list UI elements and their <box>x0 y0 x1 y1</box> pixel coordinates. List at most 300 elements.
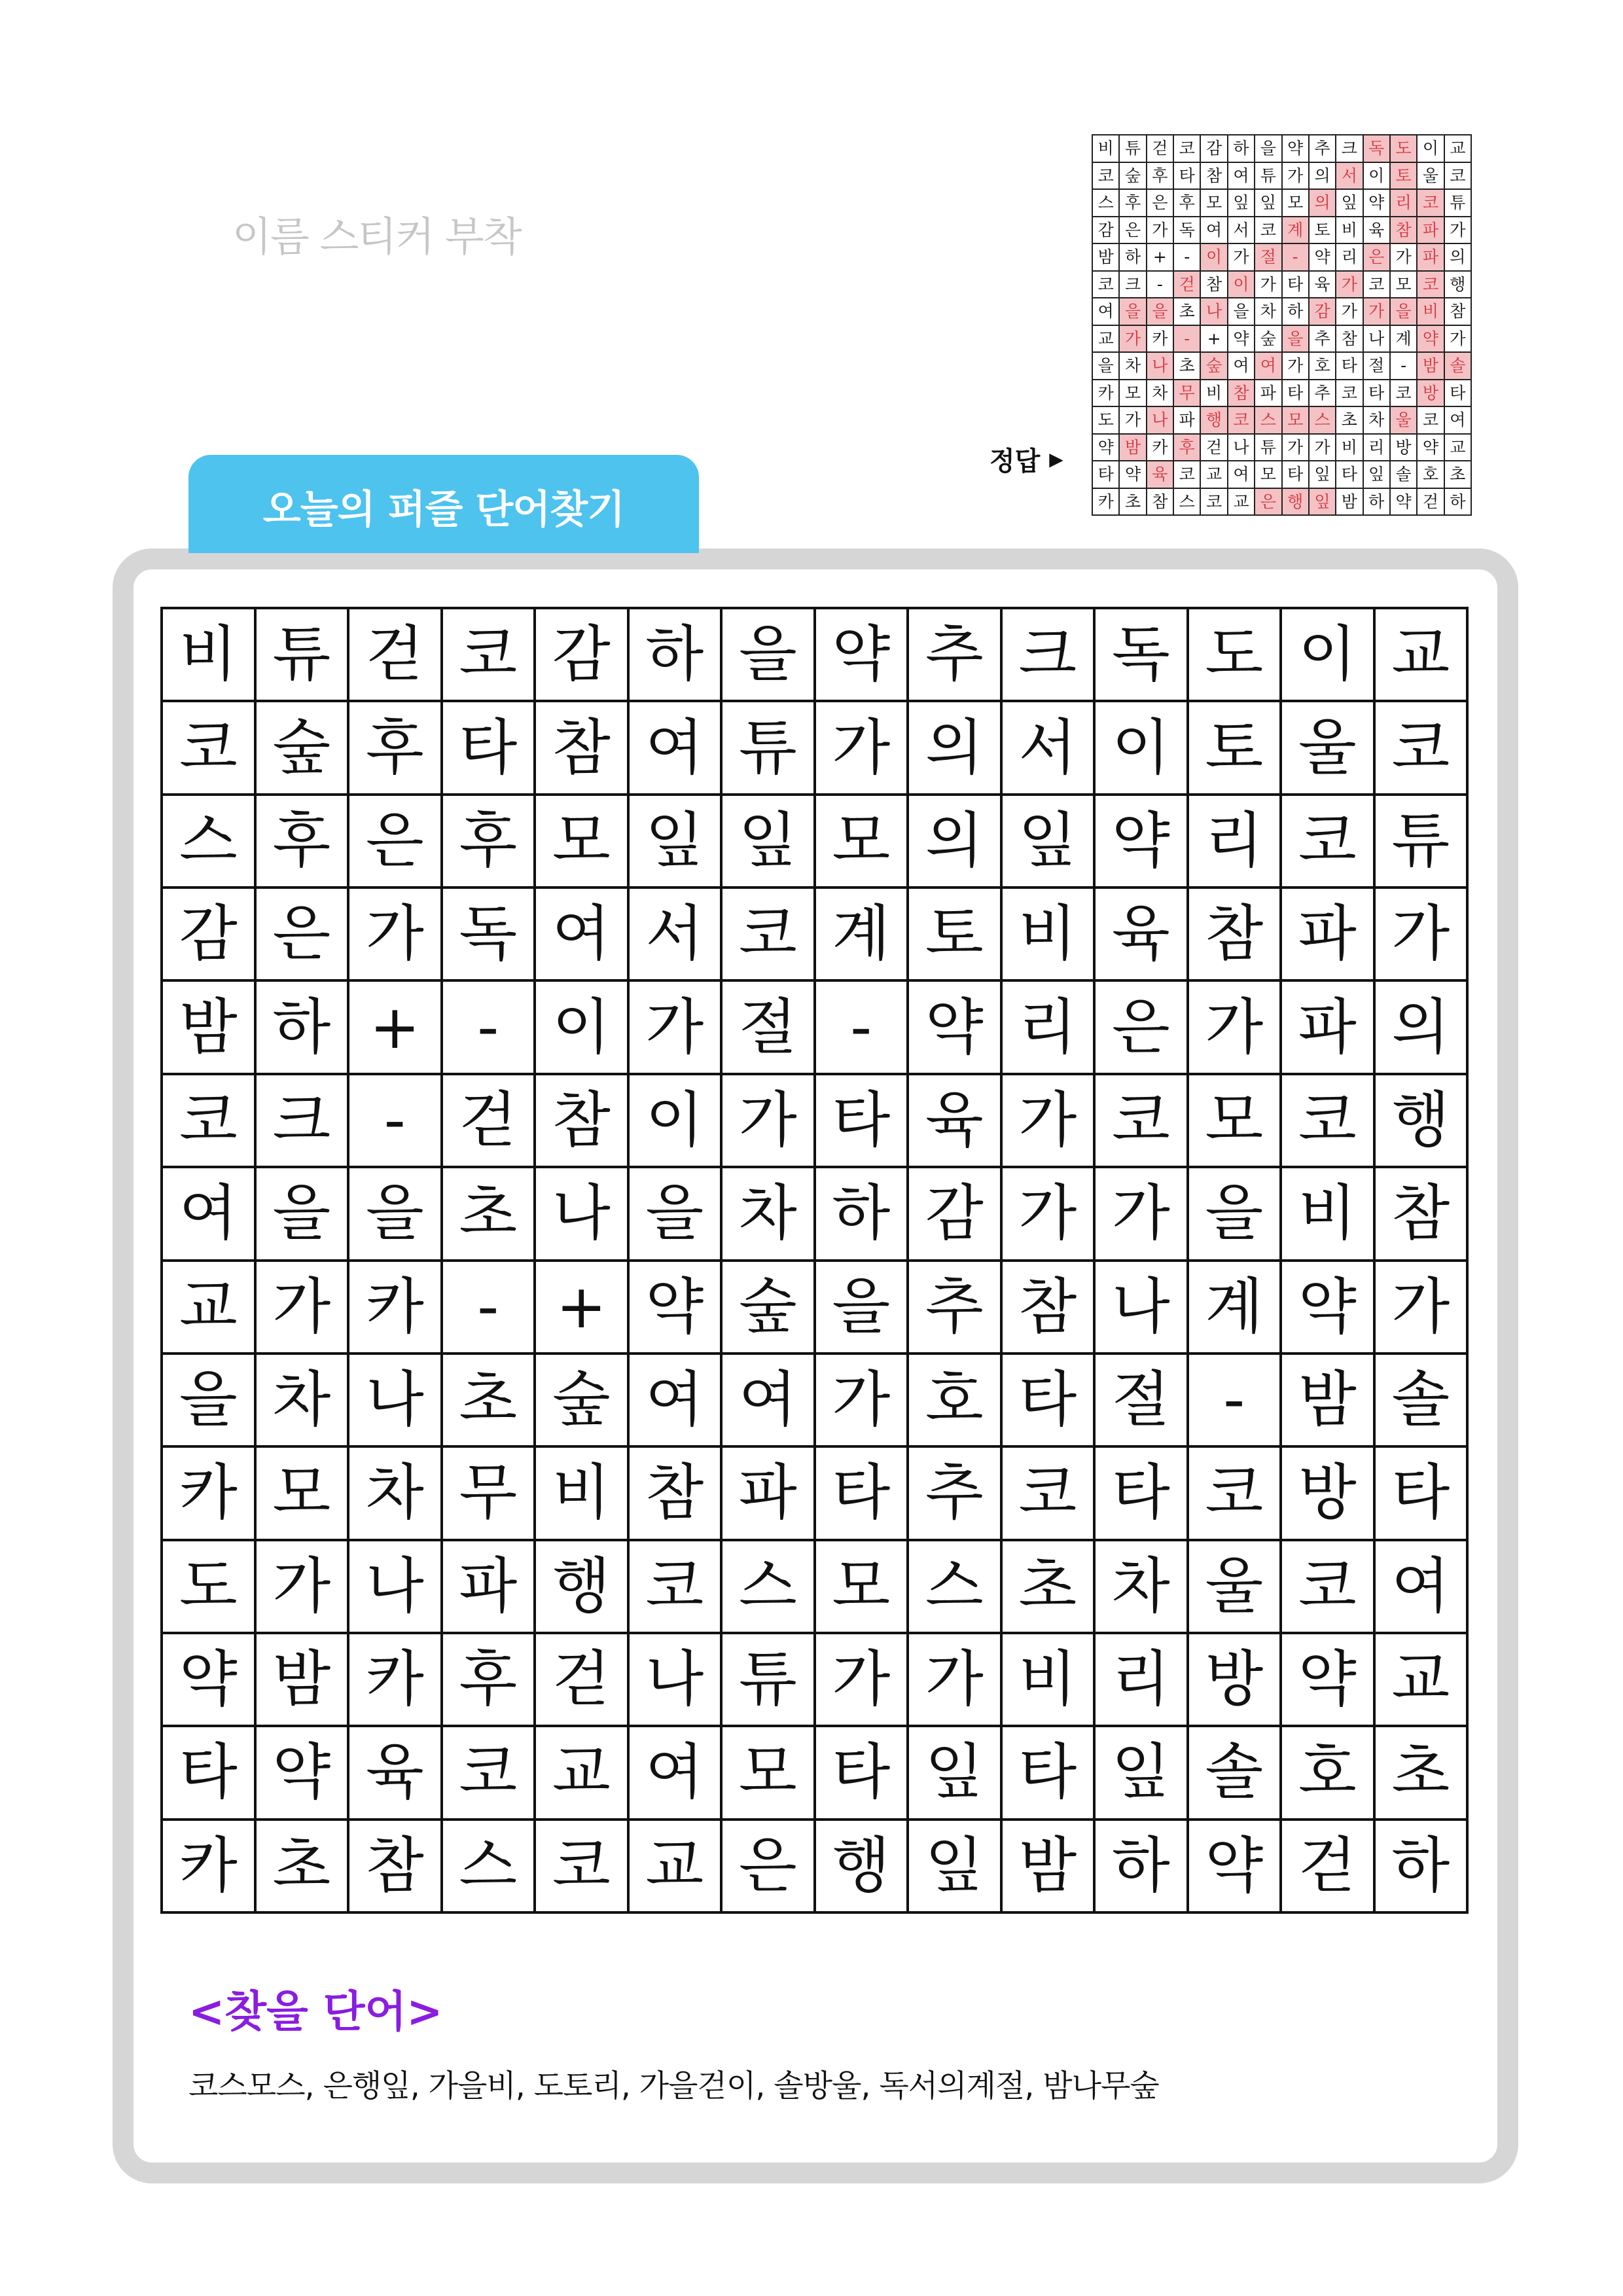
grid-cell[interactable]: 타 <box>1003 1355 1096 1448</box>
grid-cell[interactable]: 코 <box>443 1727 537 1820</box>
answer-grid-cell: 행 <box>1201 407 1228 435</box>
grid-cell[interactable]: 하 <box>1376 1821 1469 1914</box>
grid-cell[interactable]: 리 <box>1096 1634 1189 1727</box>
grid-cell[interactable]: 호 <box>1282 1727 1376 1820</box>
answer-grid-cell: 가 <box>1445 326 1472 353</box>
answer-grid-cell: 카 <box>1147 435 1174 462</box>
grid-cell[interactable]: 코 <box>1376 702 1469 795</box>
grid-cell[interactable]: 걷 <box>1282 1821 1376 1914</box>
grid-cell[interactable]: 은 <box>349 796 443 889</box>
grid-cell[interactable]: 감 <box>163 889 257 982</box>
grid-cell[interactable]: - <box>816 982 910 1075</box>
answer-grid-cell: + <box>1201 326 1228 353</box>
grid-cell[interactable]: 가 <box>1376 1262 1469 1355</box>
answer-grid-cell: 비 <box>1093 135 1120 163</box>
answer-grid-cell: 하 <box>1364 489 1391 516</box>
grid-cell[interactable]: 참 <box>536 1075 630 1168</box>
grid-cell[interactable]: 을 <box>816 1262 910 1355</box>
grid-cell[interactable]: 튜 <box>257 609 350 702</box>
answer-grid-cell: 약 <box>1310 244 1336 272</box>
grid-cell[interactable]: 타 <box>1096 1448 1189 1541</box>
grid-cell[interactable]: 파 <box>722 1448 816 1541</box>
answer-grid-cell: 도 <box>1391 135 1418 163</box>
grid-cell[interactable]: 가 <box>630 982 723 1075</box>
grid-cell[interactable]: 비 <box>163 609 257 702</box>
grid-cell[interactable]: 독 <box>443 889 537 982</box>
answer-grid-cell: 밤 <box>1336 489 1363 516</box>
grid-cell[interactable]: 가 <box>722 1075 816 1168</box>
grid-cell[interactable]: 가 <box>1376 889 1469 982</box>
answer-grid-cell: 여 <box>1201 217 1228 245</box>
answer-grid-cell: 파 <box>1418 244 1444 272</box>
answer-grid-cell: 무 <box>1174 380 1201 408</box>
answer-grid-cell: 육 <box>1364 217 1391 245</box>
grid-cell[interactable]: - <box>443 982 537 1075</box>
grid-cell[interactable]: 약 <box>1282 1262 1376 1355</box>
grid-cell[interactable]: 의 <box>909 702 1003 795</box>
grid-cell[interactable]: 초 <box>257 1821 350 1914</box>
answer-grid-cell: 크 <box>1120 272 1147 299</box>
grid-cell[interactable]: 약 <box>816 609 910 702</box>
answer-grid-cell: 참 <box>1201 272 1228 299</box>
grid-cell[interactable]: 초 <box>1003 1541 1096 1634</box>
grid-cell[interactable]: 타 <box>816 1448 910 1541</box>
answer-grid-cell: 은 <box>1147 190 1174 217</box>
grid-cell[interactable]: 의 <box>909 796 1003 889</box>
grid-cell[interactable]: 감 <box>909 1168 1003 1261</box>
grid-cell[interactable]: 가 <box>816 702 910 795</box>
grid-cell[interactable]: 절 <box>722 982 816 1075</box>
grid-cell[interactable]: 행 <box>536 1541 630 1634</box>
answer-grid-cell: 숲 <box>1255 326 1282 353</box>
grid-cell[interactable]: 코 <box>1282 796 1376 889</box>
answer-grid-cell: 크 <box>1336 135 1363 163</box>
grid-cell[interactable]: 가 <box>349 889 443 982</box>
answer-grid-cell: 코 <box>1445 163 1472 190</box>
grid-cell[interactable]: 가 <box>1003 1075 1096 1168</box>
grid-cell[interactable]: 초 <box>1376 1727 1469 1820</box>
grid-cell[interactable]: 나 <box>349 1355 443 1448</box>
answer-grid-cell: 계 <box>1391 326 1418 353</box>
answer-key-grid <box>1092 134 1472 516</box>
grid-cell[interactable]: 참 <box>1376 1168 1469 1261</box>
answer-grid-cell: 은 <box>1255 489 1282 516</box>
grid-cell[interactable]: 이 <box>536 982 630 1075</box>
grid-cell[interactable]: 은 <box>257 889 350 982</box>
answer-grid-cell: 하 <box>1283 298 1310 326</box>
grid-cell[interactable]: 잎 <box>1003 796 1096 889</box>
grid-cell[interactable]: 방 <box>1282 1448 1376 1541</box>
answer-grid-cell: 울 <box>1418 163 1444 190</box>
grid-cell[interactable]: 나 <box>630 1634 723 1727</box>
answer-grid-cell: 코 <box>1201 489 1228 516</box>
answer-grid-cell: 튜 <box>1255 435 1282 462</box>
answer-grid-cell: 모 <box>1283 190 1310 217</box>
grid-cell[interactable]: 튜 <box>722 702 816 795</box>
grid-cell[interactable]: 숲 <box>722 1262 816 1355</box>
grid-cell[interactable]: 리 <box>1189 796 1283 889</box>
grid-cell[interactable]: 걷 <box>536 1634 630 1727</box>
answer-grid-cell: 가 <box>1391 244 1418 272</box>
grid-cell[interactable]: 솔 <box>1189 1727 1283 1820</box>
answer-grid-cell: 잎 <box>1310 489 1336 516</box>
answer-grid-cell: 의 <box>1310 163 1336 190</box>
answer-grid-cell: 코 <box>1336 380 1363 408</box>
answer-grid-cell: 코 <box>1228 407 1255 435</box>
answer-grid-cell: 의 <box>1445 244 1472 272</box>
grid-cell[interactable]: 하 <box>257 982 350 1075</box>
grid-cell[interactable]: 밤 <box>163 982 257 1075</box>
answer-grid-cell: 가 <box>1310 435 1336 462</box>
grid-cell[interactable]: 파 <box>1282 982 1376 1075</box>
grid-cell[interactable]: 크 <box>1003 609 1096 702</box>
grid-cell[interactable]: 가 <box>816 1634 910 1727</box>
grid-cell[interactable]: 숲 <box>536 1355 630 1448</box>
grid-cell[interactable]: 코 <box>163 702 257 795</box>
grid-cell[interactable]: 코 <box>1189 1448 1283 1541</box>
grid-cell[interactable]: 울 <box>1282 702 1376 795</box>
grid-cell[interactable]: + <box>536 1262 630 1355</box>
grid-cell[interactable]: 걷 <box>443 1075 537 1168</box>
answer-grid-cell: 절 <box>1255 244 1282 272</box>
grid-cell[interactable]: 을 <box>163 1355 257 1448</box>
answer-grid-cell: 육 <box>1147 461 1174 489</box>
grid-cell[interactable]: 을 <box>349 1168 443 1261</box>
grid-cell[interactable]: 솔 <box>1376 1355 1469 1448</box>
grid-cell[interactable]: 나 <box>536 1168 630 1261</box>
grid-cell[interactable]: 가 <box>257 1541 350 1634</box>
grid-cell[interactable]: 독 <box>1096 609 1189 702</box>
grid-cell[interactable]: 이 <box>630 1075 723 1168</box>
grid-cell[interactable]: 이 <box>1282 609 1376 702</box>
grid-cell[interactable]: 후 <box>257 796 350 889</box>
grid-cell[interactable]: 여 <box>630 1727 723 1820</box>
answer-grid-cell: 추 <box>1310 135 1336 163</box>
grid-cell[interactable]: 을 <box>630 1168 723 1261</box>
grid-cell[interactable]: 차 <box>257 1355 350 1448</box>
grid-cell[interactable]: 스 <box>443 1821 537 1914</box>
grid-cell[interactable]: 방 <box>1189 1634 1283 1727</box>
grid-cell[interactable]: 의 <box>1376 982 1469 1075</box>
grid-cell[interactable]: 카 <box>349 1262 443 1355</box>
grid-cell[interactable]: 튜 <box>722 1634 816 1727</box>
answer-grid-cell: 차 <box>1147 380 1174 408</box>
grid-cell[interactable]: 차 <box>722 1168 816 1261</box>
answer-grid-cell: - <box>1283 244 1310 272</box>
grid-cell[interactable]: 코 <box>536 1821 630 1914</box>
grid-cell[interactable]: 후 <box>349 702 443 795</box>
answer-grid-cell: 차 <box>1120 353 1147 380</box>
grid-cell[interactable]: 육 <box>909 1075 1003 1168</box>
grid-cell[interactable]: 숲 <box>257 702 350 795</box>
grid-cell[interactable]: 타 <box>1376 1448 1469 1541</box>
grid-cell[interactable]: 여 <box>536 889 630 982</box>
grid-cell[interactable]: - <box>443 1262 537 1355</box>
grid-cell[interactable]: 모 <box>722 1727 816 1820</box>
grid-cell[interactable]: 은 <box>1096 982 1189 1075</box>
grid-cell[interactable]: 가 <box>816 1355 910 1448</box>
grid-cell[interactable]: 코 <box>1282 1541 1376 1634</box>
grid-cell[interactable]: 교 <box>1376 609 1469 702</box>
answer-grid-cell: 모 <box>1283 407 1310 435</box>
grid-cell[interactable]: 약 <box>257 1727 350 1820</box>
grid-cell[interactable]: 여 <box>163 1168 257 1261</box>
grid-cell[interactable]: 이 <box>1096 702 1189 795</box>
grid-cell[interactable]: 코 <box>722 889 816 982</box>
grid-cell[interactable]: 계 <box>1189 1262 1283 1355</box>
grid-cell[interactable]: 참 <box>349 1821 443 1914</box>
answer-grid-cell: 울 <box>1391 407 1418 435</box>
grid-cell[interactable]: 잎 <box>909 1821 1003 1914</box>
answer-grid-cell: 교 <box>1201 461 1228 489</box>
answer-grid-cell: 차 <box>1364 407 1391 435</box>
answer-grid-cell: 나 <box>1201 298 1228 326</box>
grid-cell[interactable]: 도 <box>1189 609 1283 702</box>
answer-grid-cell: 코 <box>1093 272 1120 299</box>
answer-grid-cell: 후 <box>1174 190 1201 217</box>
grid-cell[interactable]: 카 <box>349 1634 443 1727</box>
answer-grid-cell: 약 <box>1093 435 1120 462</box>
grid-cell[interactable]: 코 <box>1003 1448 1096 1541</box>
grid-cell[interactable]: 추 <box>909 1262 1003 1355</box>
answer-grid-cell: 가 <box>1336 272 1363 299</box>
grid-cell[interactable]: 감 <box>536 609 630 702</box>
answer-grid-cell: + <box>1147 244 1174 272</box>
grid-cell[interactable]: 잎 <box>722 796 816 889</box>
grid-cell[interactable]: 가 <box>1189 982 1283 1075</box>
answer-grid-cell: 하 <box>1445 489 1472 516</box>
grid-cell[interactable]: 을 <box>722 609 816 702</box>
grid-cell[interactable]: 모 <box>536 796 630 889</box>
grid-cell[interactable]: 교 <box>163 1262 257 1355</box>
grid-cell[interactable]: 도 <box>163 1541 257 1634</box>
grid-cell[interactable]: 스 <box>909 1541 1003 1634</box>
grid-cell[interactable]: 코 <box>1096 1075 1189 1168</box>
grid-cell[interactable]: 행 <box>816 1821 910 1914</box>
answer-grid-cell: 모 <box>1201 190 1228 217</box>
grid-cell[interactable]: 모 <box>257 1448 350 1541</box>
grid-cell[interactable]: 모 <box>816 1541 910 1634</box>
grid-cell[interactable]: 나 <box>349 1541 443 1634</box>
answer-grid-cell: 카 <box>1093 380 1120 408</box>
grid-cell[interactable]: 코 <box>163 1075 257 1168</box>
grid-cell[interactable]: 크 <box>257 1075 350 1168</box>
grid-cell[interactable]: 가 <box>257 1262 350 1355</box>
answer-grid-cell: 이 <box>1201 244 1228 272</box>
answer-grid-cell: 후 <box>1120 190 1147 217</box>
answer-grid-cell: 코 <box>1418 190 1444 217</box>
grid-cell[interactable]: 하 <box>816 1168 910 1261</box>
answer-grid-cell: 잎 <box>1310 461 1336 489</box>
grid-cell[interactable]: 을 <box>257 1168 350 1261</box>
answer-grid-cell: 걷 <box>1147 135 1174 163</box>
grid-cell[interactable]: 교 <box>1376 1634 1469 1727</box>
grid-cell[interactable]: + <box>349 982 443 1075</box>
grid-cell[interactable]: 타 <box>816 1727 910 1820</box>
grid-cell[interactable]: 약 <box>1282 1634 1376 1727</box>
grid-cell[interactable]: 비 <box>1282 1168 1376 1261</box>
grid-cell[interactable]: 타 <box>163 1727 257 1820</box>
grid-cell[interactable]: 비 <box>1003 889 1096 982</box>
grid-cell[interactable]: 스 <box>163 796 257 889</box>
answer-grid-cell: 튜 <box>1120 135 1147 163</box>
answer-grid-cell: 절 <box>1364 353 1391 380</box>
grid-cell[interactable]: 육 <box>1096 889 1189 982</box>
grid-cell[interactable]: 하 <box>1096 1821 1189 1914</box>
grid-cell[interactable]: 참 <box>630 1448 723 1541</box>
grid-cell[interactable]: 스 <box>722 1541 816 1634</box>
answer-grid-cell: 카 <box>1093 489 1120 516</box>
grid-cell[interactable]: 교 <box>536 1727 630 1820</box>
grid-cell[interactable]: 리 <box>1003 982 1096 1075</box>
answer-grid-cell: 스 <box>1310 407 1336 435</box>
grid-cell[interactable]: 모 <box>1189 1075 1283 1168</box>
grid-cell[interactable]: 카 <box>163 1448 257 1541</box>
grid-cell[interactable]: 초 <box>443 1355 537 1448</box>
answer-grid-cell: 토 <box>1310 217 1336 245</box>
answer-grid-cell: 추 <box>1310 326 1336 353</box>
answer-grid-cell: 비 <box>1336 217 1363 245</box>
answer-grid-cell: 약 <box>1391 489 1418 516</box>
grid-cell[interactable]: 비 <box>536 1448 630 1541</box>
grid-cell[interactable]: 토 <box>1189 702 1283 795</box>
grid-cell[interactable]: 토 <box>909 889 1003 982</box>
answer-grid-cell: 나 <box>1147 407 1174 435</box>
answer-grid-cell: 숲 <box>1120 163 1147 190</box>
answer-grid-cell: 걷 <box>1174 272 1201 299</box>
grid-cell[interactable]: 타 <box>443 702 537 795</box>
grid-cell[interactable]: 밤 <box>1282 1355 1376 1448</box>
answer-grid-cell: 코 <box>1174 461 1201 489</box>
answer-grid-cell: 타 <box>1283 380 1310 408</box>
grid-cell[interactable]: 차 <box>349 1448 443 1541</box>
grid-cell[interactable]: 후 <box>443 796 537 889</box>
answer-grid-cell: - <box>1147 272 1174 299</box>
grid-cell[interactable]: 튜 <box>1376 796 1469 889</box>
grid-cell[interactable]: 밤 <box>1003 1821 1096 1914</box>
word-list-heading: <찾을 단어> <box>188 1986 443 2037</box>
grid-cell[interactable]: 하 <box>630 609 723 702</box>
grid-cell[interactable]: 잎 <box>630 796 723 889</box>
grid-cell[interactable]: 육 <box>349 1727 443 1820</box>
answer-grid-cell: 나 <box>1228 435 1255 462</box>
grid-cell[interactable]: 여 <box>630 702 723 795</box>
answer-grid-cell: 리 <box>1364 435 1391 462</box>
answer-grid-cell: 여 <box>1228 163 1255 190</box>
grid-cell[interactable]: 차 <box>1096 1541 1189 1634</box>
grid-cell[interactable]: - <box>349 1075 443 1168</box>
grid-cell[interactable]: 가 <box>1096 1168 1189 1261</box>
answer-grid-cell: 하 <box>1228 135 1255 163</box>
grid-cell[interactable]: 참 <box>1189 889 1283 982</box>
answer-grid-cell: 독 <box>1364 135 1391 163</box>
grid-cell[interactable]: 타 <box>816 1075 910 1168</box>
grid-cell[interactable]: 절 <box>1096 1355 1189 1448</box>
grid-cell[interactable]: 무 <box>443 1448 537 1541</box>
grid-cell[interactable]: 밤 <box>257 1634 350 1727</box>
answer-grid-cell: 을 <box>1120 298 1147 326</box>
grid-cell[interactable]: 나 <box>1096 1262 1189 1355</box>
grid-cell[interactable]: 가 <box>909 1634 1003 1727</box>
grid-cell[interactable]: 걷 <box>349 609 443 702</box>
grid-cell[interactable]: 약 <box>1189 1821 1283 1914</box>
answer-grid-cell: 행 <box>1283 489 1310 516</box>
answer-grid-cell: 서 <box>1228 217 1255 245</box>
answer-grid-cell: 밤 <box>1093 244 1120 272</box>
answer-grid-cell: 도 <box>1093 407 1120 435</box>
grid-cell[interactable]: 코 <box>443 609 537 702</box>
answer-grid-cell: 타 <box>1364 380 1391 408</box>
grid-cell[interactable]: 파 <box>1282 889 1376 982</box>
grid-cell[interactable]: 행 <box>1376 1075 1469 1168</box>
grid-cell[interactable]: 비 <box>1003 1634 1096 1727</box>
puzzle-title-tab <box>188 455 699 553</box>
grid-cell[interactable]: 잎 <box>1096 1727 1189 1820</box>
answer-grid-cell: 카 <box>1147 326 1174 353</box>
answer-grid-cell: 코 <box>1418 272 1444 299</box>
answer-grid-cell: 가 <box>1255 272 1282 299</box>
answer-grid-cell: 하 <box>1120 244 1147 272</box>
grid-cell[interactable]: 파 <box>443 1541 537 1634</box>
grid-cell[interactable]: 참 <box>1003 1262 1096 1355</box>
grid-cell[interactable]: 추 <box>909 609 1003 702</box>
grid-cell[interactable]: 참 <box>536 702 630 795</box>
answer-grid-cell: 교 <box>1093 326 1120 353</box>
grid-cell[interactable]: 서 <box>1003 702 1096 795</box>
grid-cell[interactable]: 호 <box>909 1355 1003 1448</box>
answer-grid-cell: 솔 <box>1445 353 1472 380</box>
grid-cell[interactable]: 모 <box>816 796 910 889</box>
grid-cell[interactable]: 가 <box>1003 1168 1096 1261</box>
answer-grid-cell: 약 <box>1418 326 1444 353</box>
grid-cell[interactable]: 여 <box>630 1355 723 1448</box>
grid-cell[interactable]: 약 <box>630 1262 723 1355</box>
grid-cell[interactable]: 약 <box>163 1634 257 1727</box>
grid-cell[interactable]: 을 <box>1189 1168 1283 1261</box>
answer-grid-cell: 스 <box>1174 489 1201 516</box>
grid-cell[interactable]: 잎 <box>909 1727 1003 1820</box>
grid-cell[interactable]: 코 <box>1282 1075 1376 1168</box>
grid-cell[interactable]: 코 <box>630 1541 723 1634</box>
answer-grid-cell: 코 <box>1174 135 1201 163</box>
grid-cell[interactable]: 추 <box>909 1448 1003 1541</box>
grid-cell[interactable]: 교 <box>630 1821 723 1914</box>
answer-grid-cell: 행 <box>1445 272 1472 299</box>
grid-cell[interactable]: 여 <box>722 1355 816 1448</box>
answer-grid-cell: 파 <box>1418 217 1444 245</box>
grid-cell[interactable]: 후 <box>443 1634 537 1727</box>
grid-cell[interactable]: 약 <box>909 982 1003 1075</box>
grid-cell[interactable]: - <box>1189 1355 1283 1448</box>
grid-cell[interactable]: 서 <box>630 889 723 982</box>
answer-grid-cell: 초 <box>1336 407 1363 435</box>
answer-grid-cell: 코 <box>1093 163 1120 190</box>
answer-grid-cell: 약 <box>1228 326 1255 353</box>
grid-cell[interactable]: 여 <box>1376 1541 1469 1634</box>
answer-grid-cell: 숲 <box>1201 353 1228 380</box>
grid-cell[interactable]: 울 <box>1189 1541 1283 1634</box>
grid-cell[interactable]: 약 <box>1096 796 1189 889</box>
grid-cell[interactable]: 타 <box>1003 1727 1096 1820</box>
answer-grid-cell: 비 <box>1336 435 1363 462</box>
answer-grid-cell: 을 <box>1147 298 1174 326</box>
puzzle-title: 오늘의 퍼즐 단어찾기 <box>262 487 625 533</box>
answer-grid-cell: 코 <box>1255 217 1282 245</box>
grid-cell[interactable]: 은 <box>722 1821 816 1914</box>
grid-cell[interactable]: 초 <box>443 1168 537 1261</box>
grid-cell[interactable]: 계 <box>816 889 910 982</box>
grid-cell[interactable]: 카 <box>163 1821 257 1914</box>
